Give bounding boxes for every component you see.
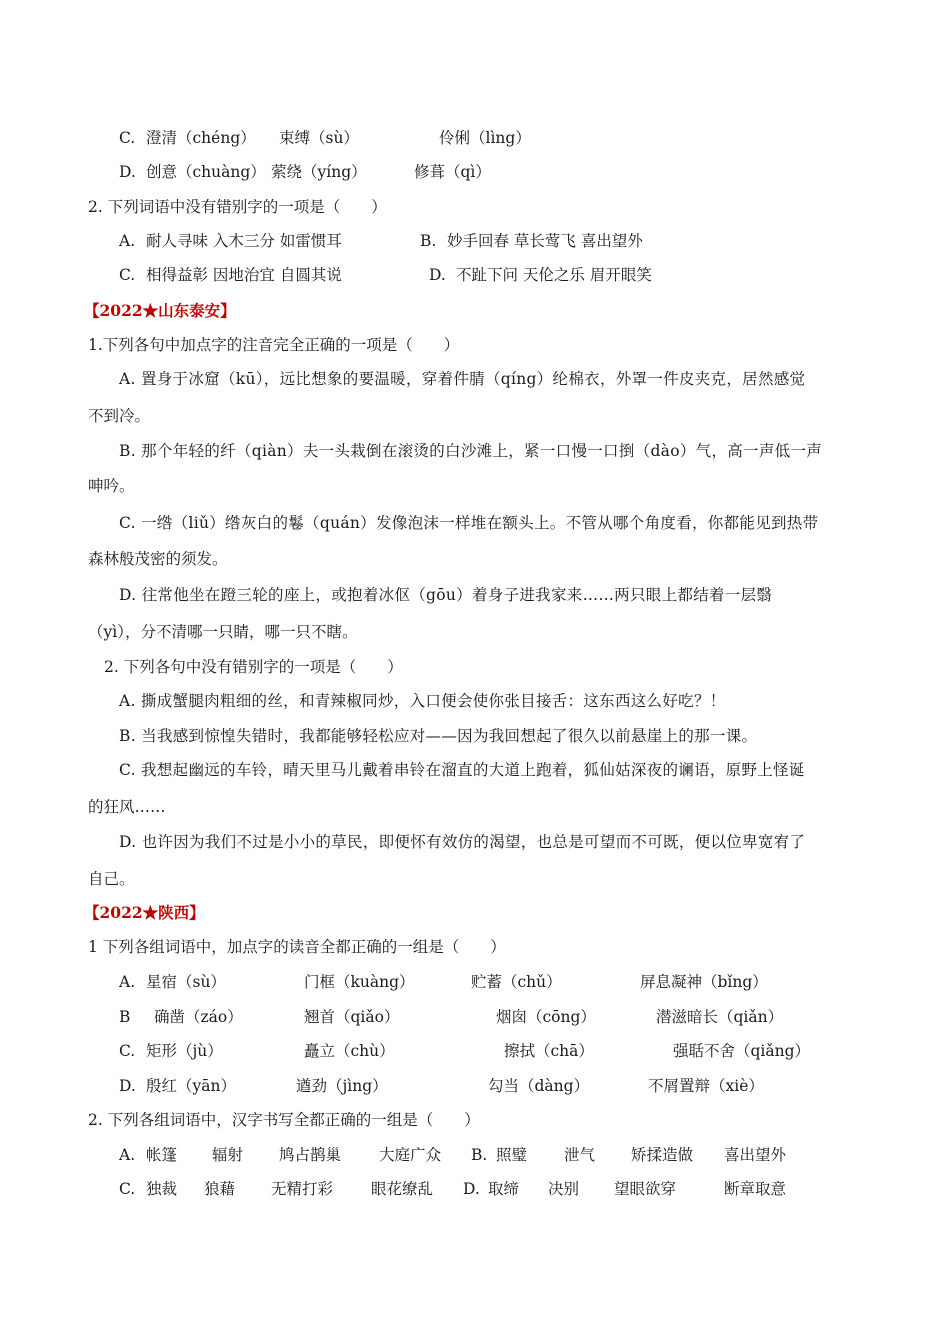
option-letter: B. (471, 1146, 488, 1164)
question-text: 1.下列各句中加点字的注音完全正确的一项是（ ） (88, 336, 460, 354)
option-text: 耐人寻味 入木三分 如雷惯耳 (146, 232, 342, 250)
option-letter: D. (463, 1180, 480, 1198)
option-word: 烟囱（cōng） (496, 1008, 596, 1026)
option-word: 矩形（jù） (146, 1042, 223, 1060)
option-letter: C. (119, 1180, 136, 1198)
option-text-cont: （yì），分不清哪一只睛，哪一只不瞎。 (88, 623, 358, 641)
option-letter: A. (119, 232, 136, 250)
question-text: 2. 下列各句中没有错别字的一项是（ ） (104, 658, 403, 676)
option-word: 贮蓄（chǔ） (471, 973, 562, 991)
option-word: 修葺（qì） (414, 163, 491, 181)
option-word: 束缚（sù） (279, 129, 359, 147)
option-word: 萦绕（yíng） (271, 163, 367, 181)
option-word: 泄气 (564, 1146, 596, 1164)
option-text: D. 往常他坐在蹬三轮的座上，或抱着冰伛（gōu）着身子进我家来……两只眼上都结着一层翳 (119, 586, 773, 604)
option-word: 矗立（chù） (304, 1042, 395, 1060)
option-letter: B. (420, 232, 437, 250)
option-word: 殷红（yān） (146, 1077, 236, 1095)
option-word: 勾当（dàng） (488, 1077, 590, 1095)
option-word: 不屑置辩（xiè） (648, 1077, 764, 1095)
section-header: 【2022★山东泰安】 (84, 301, 236, 320)
option-text: C. 我想起幽远的车铃，晴天里马儿戴着串铃在溜直的大道上跑着，狐仙姑深夜的谰语，原野上怪诞 (119, 761, 805, 779)
option-text-cont: 不到冷。 (88, 407, 151, 425)
option-word: 取缔 (488, 1180, 520, 1198)
option-word: 擦拭（chā） (504, 1042, 594, 1060)
option-letter: D. (119, 1077, 136, 1095)
option-text-cont: 的狂风…… (88, 798, 166, 816)
option-text: 不趾下问 天伦之乐 眉开眼笑 (456, 266, 652, 284)
option-letter: B (119, 1008, 131, 1026)
option-word: 帐篷 (146, 1146, 178, 1164)
option-letter: C. (119, 129, 136, 147)
option-text-cont: 呻吟。 (88, 477, 135, 495)
option-word: 狼藉 (204, 1180, 236, 1198)
option-word: 辐射 (212, 1146, 244, 1164)
option-word: 眼花缭乱 (371, 1180, 434, 1198)
option-word: 望眼欲穿 (614, 1180, 677, 1198)
option-word: 照璧 (496, 1146, 528, 1164)
option-word: 星宿（sù） (146, 973, 226, 991)
option-text: C. 一绺（liǔ）绺灰白的鬈（quán）发像泡沫一样堆在额头上。不管从哪个角度看，你都能见到热带 (119, 514, 819, 532)
option-text: B. 那个年轻的纤（qiàn）夫一头栽倒在滚烫的白沙滩上，紧一口慢一口捯（dào）气，高一声低一声 (119, 442, 823, 460)
option-text: 妙手回春 草长莺飞 喜出望外 (447, 232, 643, 250)
option-word: 强聒不舍（qiǎng） (673, 1042, 811, 1060)
option-text: 相得益彰 因地治宜 自圆其说 (146, 266, 342, 284)
question-text: 1 下列各组词语中，加点字的读音全都正确的一组是（ ） (88, 938, 506, 956)
option-letter: A. (119, 1146, 136, 1164)
option-word: 无精打彩 (271, 1180, 334, 1198)
option-text-cont: 自己。 (88, 870, 135, 888)
option-word: 决别 (548, 1180, 580, 1198)
option-text: D. 也许因为我们不过是小小的草民，即便怀有效仿的渴望，也总是可望而不可既，便以位卑宽宥了 (119, 833, 806, 851)
question-text: 2. 下列词语中没有错别字的一项是（ ） (88, 198, 387, 216)
question-text: 2. 下列各组词语中，汉字书写全都正确的一组是（ ） (88, 1111, 480, 1129)
option-word: 遒劲（jìng） (296, 1077, 388, 1095)
option-word: 门框（kuàng） (304, 973, 415, 991)
option-text: A. 置身于冰窟（kū），远比想象的要温暖，穿着件腈（qíng）纶棉衣，外罩一件皮夹克，居然感觉 (119, 370, 806, 388)
option-word: 伶俐（lìng） (439, 129, 531, 147)
option-word: 澄清（chéng） (146, 129, 256, 147)
option-word: 潜滋暗长（qiǎn） (656, 1008, 784, 1026)
option-word: 大庭广众 (379, 1146, 442, 1164)
option-letter: C. (119, 1042, 136, 1060)
option-word: 确凿（záo） (154, 1008, 243, 1026)
option-word: 创意（chuàng） (146, 163, 266, 181)
option-word: 断章取意 (724, 1180, 787, 1198)
option-text-cont: 森林般茂密的须发。 (88, 550, 228, 568)
option-text: A. 撕成蟹腿肉粗细的丝，和青辣椒同炒，入口便会使你张目接舌：这东西这么好吃？！ (119, 692, 726, 710)
option-text: B. 当我感到惊惶失错时，我都能够轻松应对——因为我回想起了很久以前悬崖上的那一课。 (119, 727, 758, 745)
option-word: 独裁 (146, 1180, 178, 1198)
option-letter: C. (119, 266, 136, 284)
option-letter: A. (119, 973, 136, 991)
option-word: 矫揉造做 (631, 1146, 694, 1164)
section-header: 【2022★陕西】 (84, 903, 205, 922)
option-word: 屏息凝神（bǐng） (640, 973, 768, 991)
option-word: 鸠占鹊巢 (279, 1146, 342, 1164)
option-word: 翘首（qiǎo） (304, 1008, 400, 1026)
option-letter: D. (119, 163, 136, 181)
option-letter: D. (429, 266, 446, 284)
option-word: 喜出望外 (724, 1146, 787, 1164)
